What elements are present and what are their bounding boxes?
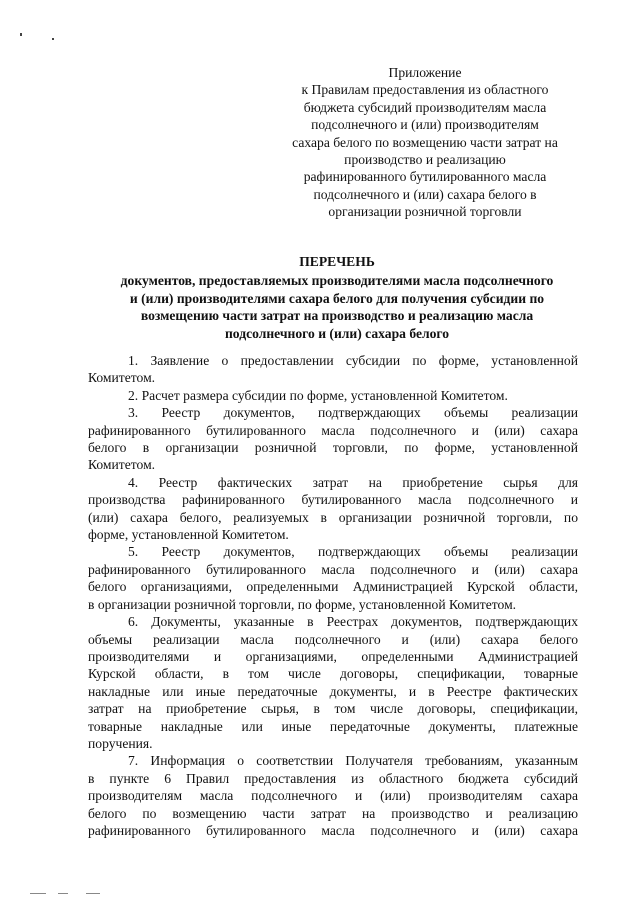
paragraph-line: производителям масла подсолнечного и (или) производителям сахара	[88, 788, 578, 804]
paragraph-line: объемы реализации масла подсолнечного и (или) сахара белого	[88, 631, 578, 647]
paragraph-line: Курской области, в том числе договоры, спецификации, товарные	[88, 666, 578, 682]
paragraph-line: производителями и организациями, определенными Администрацией	[88, 648, 578, 664]
scan-mark-bottom-2	[58, 893, 68, 894]
paragraph-line: накладные или иные передаточные документы, и в Реестре фактических	[88, 683, 578, 699]
paragraph-line: белого по возмещению части затрат на производство и реализацию	[88, 805, 578, 821]
appendix-line: к Правилам предоставления из областного	[301, 82, 549, 98]
paragraph-line: 2. Расчет размера субсидии по форме, установленной Комитетом.	[128, 387, 508, 403]
scan-mark-bottom	[30, 893, 46, 894]
heading-line: документов, предоставляемых производителями масла подсолнечного	[120, 273, 554, 289]
paragraph-line: Комитетом.	[88, 370, 156, 386]
paragraph-line: рафинированного бутилированного масла подсолнечного и (или) сахара	[88, 422, 578, 438]
paragraph-line: 3. Реестр документов, подтверждающих объемы реализации	[128, 405, 578, 421]
appendix-line: подсолнечного и (или) сахара белого в	[313, 186, 537, 202]
appendix-line: подсолнечного и (или) производителям	[311, 117, 539, 133]
paragraph-line: 6. Документы, указанные в Реестрах документов, подтверждающих	[128, 614, 578, 630]
scan-mark-top	[20, 33, 22, 36]
list-item-5	[88, 543, 578, 613]
paragraph-line: в пункте 6 Правил предоставления из областного бюджета субсидий	[88, 770, 578, 786]
paragraph-line: рафинированного бутилированного масла подсолнечного и (или) сахара	[88, 561, 578, 577]
document-heading	[80, 253, 594, 342]
document-body	[88, 352, 578, 839]
appendix-block	[270, 64, 580, 221]
list-item-1	[88, 352, 578, 387]
appendix-line: организации розничной торговли	[328, 204, 522, 220]
appendix-line: бюджета субсидий производителям масла	[303, 99, 547, 115]
paragraph-line: (или) сахара белого, реализуемых в организации розничной торговли, по	[88, 509, 578, 525]
heading-line: подсолнечного и (или) сахара белого	[224, 325, 450, 341]
paragraph-line: форме, установленной Комитетом.	[88, 527, 289, 543]
paragraph-line: товарные накладные или иные передаточные документы, платежные	[88, 718, 578, 734]
list-item-6	[88, 613, 578, 752]
paragraph-line: белого в организации розничной торговли, по форме, установленной	[88, 440, 578, 456]
paragraph-line: производства рафинированного бутилированного масла подсолнечного и	[88, 492, 578, 508]
appendix-line: сахара белого по возмещению части затрат на	[292, 134, 558, 150]
heading-line: возмещению части затрат на производство и реализацию масла	[140, 308, 534, 324]
paragraph-line: поручения.	[88, 735, 153, 751]
list-item-7	[88, 752, 578, 839]
heading-line: и (или) производителями сахара белого для получения субсидии по	[129, 290, 545, 306]
appendix-line: производство и реализацию	[344, 152, 506, 168]
paragraph-line: рафинированного бутилированного масла подсолнечного и (или) сахара	[88, 822, 578, 838]
paragraph-line: 5. Реестр документов, подтверждающих объемы реализации	[128, 544, 578, 560]
list-item-3	[88, 404, 578, 474]
scan-mark-top-2	[52, 38, 54, 40]
appendix-line: рафинированного бутилированного масла	[303, 169, 547, 185]
list-item-2	[88, 387, 578, 404]
paragraph-line: в организации розничной торговли, по форме, установленной Комитетом.	[88, 596, 517, 612]
paragraph-line: 1. Заявление о предоставлении субсидии по форме, установленной	[128, 353, 578, 368]
appendix-line: Приложение	[388, 65, 462, 80]
paragraph-line: 7. Информация о соответствии Получателя требованиям, указанным	[128, 753, 578, 769]
paragraph-line: Комитетом.	[88, 457, 156, 473]
paragraph-line: 4. Реестр фактических затрат на приобретение сырья для	[128, 474, 578, 490]
document-title: ПЕРЕЧЕНЬ	[299, 254, 375, 269]
paragraph-line: белого организациями, определенными Администрацией Курской области,	[88, 579, 578, 595]
list-item-4	[88, 474, 578, 544]
paragraph-line: затрат на приобретение сырья, в том числе договоры, спецификации,	[88, 701, 578, 717]
scan-mark-bottom-3	[86, 893, 100, 894]
